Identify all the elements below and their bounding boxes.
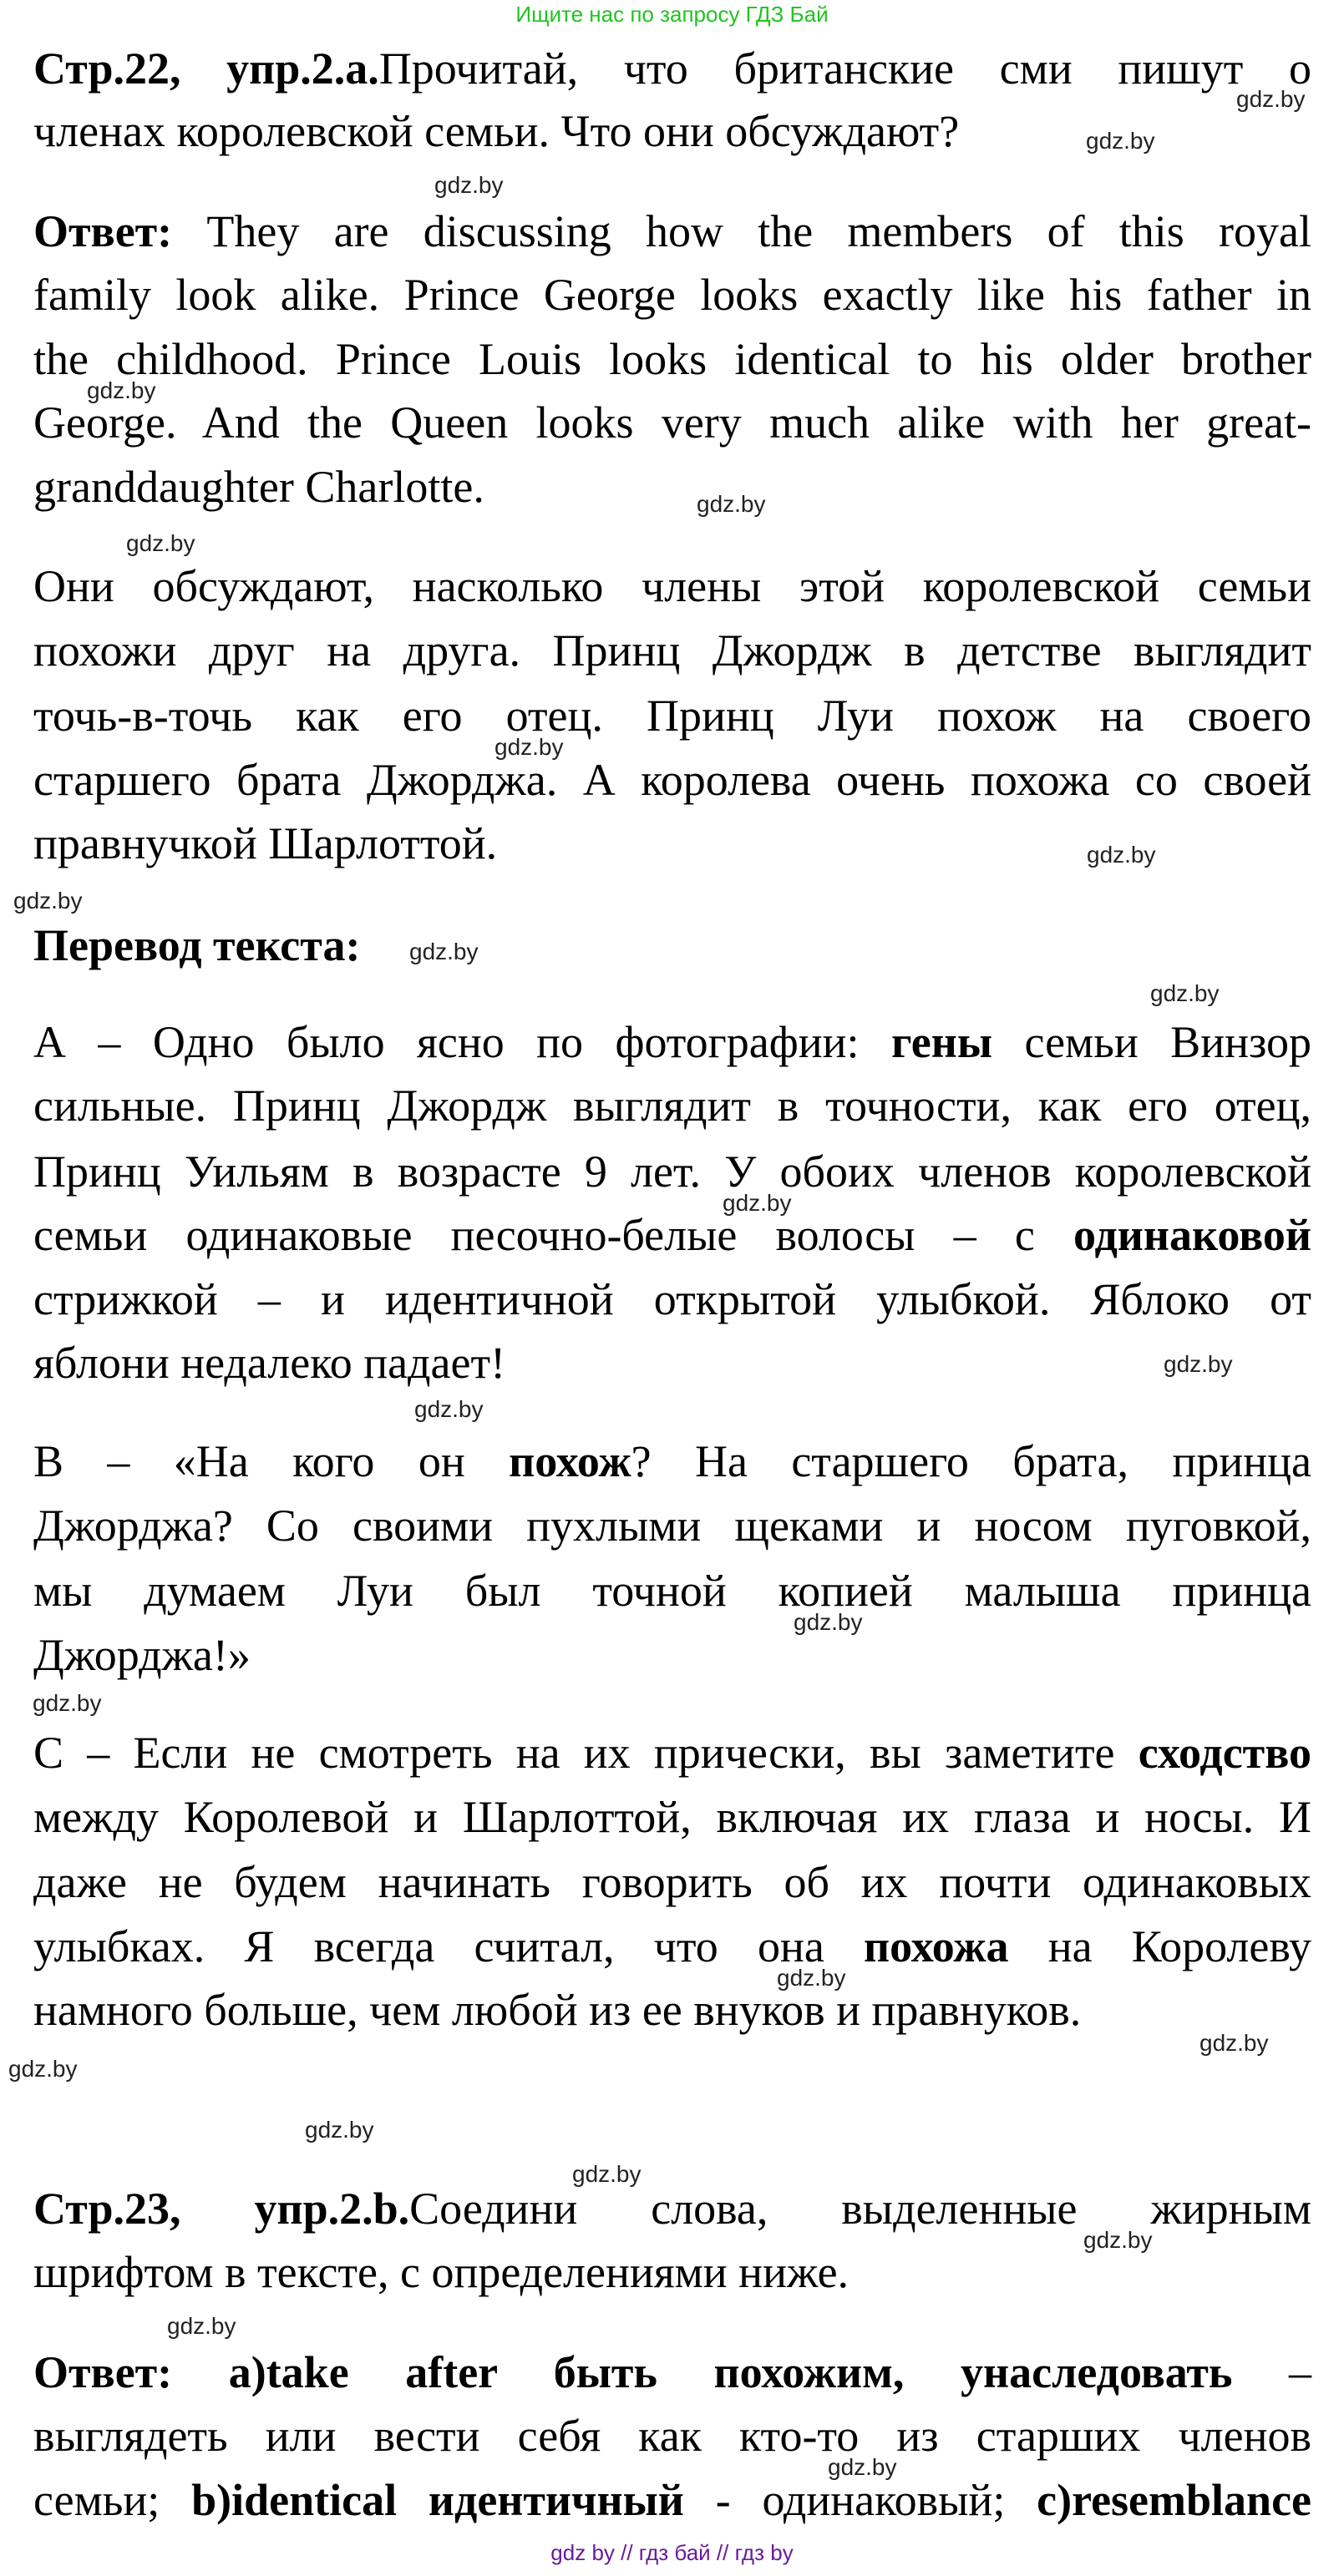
text-line [33, 1857, 1311, 1907]
text-line [33, 397, 1311, 448]
text-segment: семьи Винзор [992, 1017, 1312, 1067]
text-line [33, 2411, 1311, 2461]
text-segment: яблони недалеко падает! [33, 1338, 506, 1388]
bold-text: Стр.22, упр.2.а. [33, 43, 379, 94]
text-segment: Джорджа? Со своими пухлыми щеками и носом пуговкой, [33, 1501, 1311, 1551]
watermark: gdz.by [1087, 842, 1156, 868]
text-line [33, 2475, 1312, 2525]
watermark: gdz.by [1164, 1351, 1233, 1377]
watermark: gdz.by [777, 1965, 846, 1991]
watermark: gdz.by [1150, 980, 1220, 1006]
text-segment: семьи; [33, 2475, 192, 2525]
text-line [33, 1792, 1311, 1842]
site-footer-links[interactable]: gdz by // гдз бай // гдз by [550, 2540, 794, 2565]
text-segment: стрижкой – и идентичной открытой улыбкой. Яблоко от [33, 1274, 1311, 1324]
text-segment: С – Если не смотреть на их прически, вы заметите [33, 1728, 1139, 1778]
text-line [33, 1338, 506, 1388]
text-line [33, 818, 498, 868]
watermark: gdz.by [794, 1609, 863, 1635]
text-segment: family look alike. Prince George looks exactly like his father in [33, 270, 1311, 320]
text-segment: – [1232, 2347, 1312, 2397]
text-line [33, 1566, 1311, 1616]
text-line [33, 625, 1311, 676]
text-segment: ? На старшего брата, принца [631, 1436, 1311, 1486]
text-segment: шрифтом в тексте, с определениями ниже. [33, 2247, 850, 2297]
text-segment: членах королевской семьи. Что они обсуждают? [33, 106, 960, 156]
bold-text: одинаковой [1073, 1210, 1311, 1260]
watermark: gdz.by [434, 172, 504, 198]
text-segment: точь-в-точь как его отец. Принц Луи похож на своего [33, 691, 1311, 741]
text-segment: сильные. Принц Джордж выглядит в точности, как его отец, [33, 1081, 1311, 1131]
text-line [33, 1728, 1311, 1778]
text-segment: выглядеть или вести себя как кто-то из старших членов [33, 2411, 1311, 2461]
bold-text: похожа [864, 1921, 1009, 1971]
text-segment: Принц Уильям в возрасте 9 лет. У обоих членов королевской [33, 1146, 1311, 1197]
text-segment: на Королеву [1008, 1921, 1311, 1971]
text-line [33, 1274, 1311, 1324]
text-segment: Они обсуждают, насколько члены этой королевской семьи [33, 561, 1311, 611]
watermark: gdz.by [494, 734, 564, 760]
text-segment: старшего брата Джорджа. А королева очень похожа со своей [33, 755, 1311, 805]
watermark: gdz.by [414, 1396, 484, 1422]
text-line [33, 2184, 1311, 2234]
text-line [33, 1501, 1311, 1551]
watermark: gdz.by [1086, 128, 1155, 154]
bold-text: сходство [1138, 1728, 1311, 1778]
text-line [33, 1436, 1311, 1486]
watermark: gdz.by [1083, 2227, 1153, 2253]
text-line [33, 920, 361, 970]
text-segment: - одинаковый; [683, 2475, 1037, 2525]
text-segment: семьи одинаковые песочно-белые волосы – с [33, 1210, 1074, 1260]
text-line [33, 106, 960, 156]
text-line [33, 334, 1311, 384]
text-segment: улыбках. Я всегда считал, что она [33, 1921, 865, 1971]
text-segment: Прочитай, что британские сми пишут о [378, 43, 1311, 94]
text-line [33, 43, 1311, 94]
watermark: gdz.by [305, 2117, 374, 2143]
text-line [33, 1146, 1311, 1197]
bold-text: Стр.23, упр.2.b. [33, 2184, 410, 2234]
text-segment: мы думаем Луи был точной копией малыша принца [33, 1566, 1311, 1616]
watermark: gdz.by [8, 2056, 78, 2082]
watermark: gdz.by [87, 377, 156, 403]
text-segment: между Королевой и Шарлоттой, включая их глаза и носы. И [33, 1792, 1311, 1842]
text-line [33, 2247, 850, 2297]
text-segment: George. And the Queen looks very much alike with her great- [33, 397, 1311, 448]
text-segment: granddaughter Charlotte. [33, 462, 484, 512]
text-line [33, 691, 1311, 741]
text-segment: Джорджа!» [33, 1630, 251, 1680]
watermark: gdz.by [1199, 2030, 1269, 2056]
bold-text: похож [509, 1436, 631, 1486]
watermark: gdz.by [33, 1690, 102, 1716]
text-line [33, 1921, 1311, 1971]
text-line [33, 2347, 1312, 2397]
bold-text: Перевод текста: [33, 920, 361, 970]
text-line [33, 206, 1311, 256]
bold-text: Ответ: a)take after быть похожим, унаследовать [33, 2347, 1233, 2397]
watermark: gdz.by [167, 2313, 236, 2339]
text-line [33, 462, 484, 512]
bold-text: b)identical идентичный [191, 2475, 684, 2525]
watermark: gdz.by [409, 939, 479, 964]
text-line [33, 1081, 1311, 1131]
text-segment: Соедини слова, выделенные жирным [409, 2184, 1311, 2234]
text-line [33, 755, 1311, 805]
text-segment: В – «На кого он [33, 1436, 510, 1486]
site-search-banner[interactable]: Ищите нас по запросу ГДЗ Бай [515, 2, 829, 27]
text-segment: They are discussing how the members of this royal [172, 206, 1311, 256]
watermark: gdz.by [697, 491, 766, 517]
text-line [33, 561, 1311, 611]
bold-text: гены [890, 1017, 993, 1067]
text-segment: the childhood. Prince Louis looks identical to his older brother [33, 334, 1311, 384]
bold-text: c)resemblance [1037, 2475, 1312, 2525]
text-segment: намного больше, чем любой из ее внуков и правнуков. [33, 1985, 1082, 2035]
text-line [33, 1630, 251, 1680]
watermark: gdz.by [1236, 86, 1306, 112]
text-segment: А – Одно было ясно по фотографии: [33, 1017, 891, 1067]
watermark: gdz.by [126, 530, 195, 556]
text-line [33, 1017, 1312, 1067]
watermark: gdz.by [828, 2454, 897, 2480]
text-segment: даже не будем начинать говорить об их почти одинаковых [33, 1857, 1311, 1907]
text-line [33, 1985, 1082, 2035]
text-segment: правнучкой Шарлоттой. [33, 818, 498, 868]
text-line [33, 270, 1311, 320]
watermark: gdz.by [13, 888, 83, 913]
text-segment: похожи друг на друга. Принц Джордж в детстве выглядит [33, 625, 1311, 676]
bold-text: Ответ: [33, 206, 173, 256]
watermark: gdz.by [572, 2161, 642, 2187]
watermark: gdz.by [723, 1190, 792, 1216]
text-line [33, 1210, 1311, 1260]
